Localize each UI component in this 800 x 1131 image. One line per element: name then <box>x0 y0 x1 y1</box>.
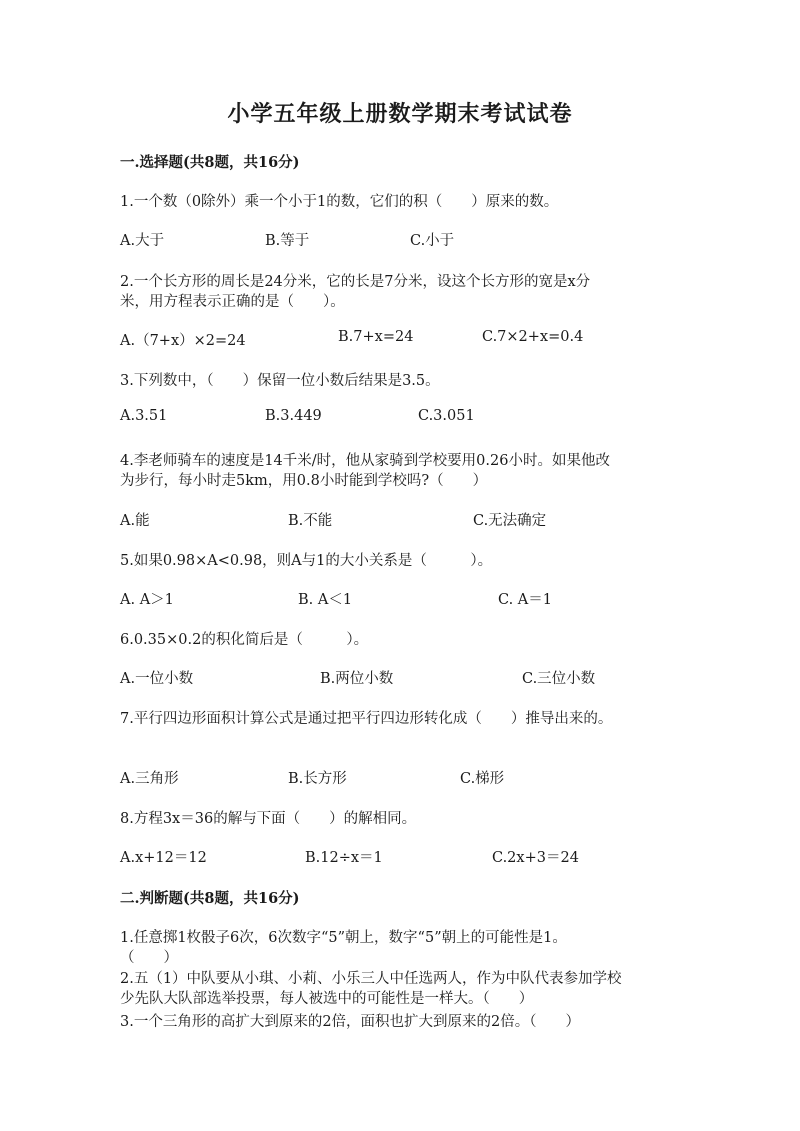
q4-option-a: A.能 <box>120 513 150 529</box>
q8-option-b: B.12÷x＝1 <box>305 850 383 866</box>
q8-option-a: A.x+12＝12 <box>120 850 207 866</box>
q5-option-c: C. A＝1 <box>498 592 552 608</box>
q3-option-a: A.3.51 <box>120 408 168 424</box>
q3-option-c: C.3.051 <box>418 408 475 424</box>
question-5: 5.如果0.98×A<0.98，则A与1的大小关系是（ ）。 <box>120 553 493 569</box>
question-6: 6.0.35×0.2的积化简后是（ ）。 <box>120 632 369 648</box>
judgement-2: 2.五（1）中队要从小琪、小莉、小乐三人中任选两人，作为中队代表参加学校 <box>120 971 622 987</box>
q6-option-a: A.一位小数 <box>120 671 194 687</box>
q3-option-b: B.3.449 <box>265 408 322 424</box>
question-4: 4.李老师骑车的速度是14千米/时，他从家骑到学校要用0.26小时。如果他改 <box>120 453 610 469</box>
q2-option-c: C.7×2+x=0.4 <box>482 329 584 345</box>
q7-option-c: C.梯形 <box>460 771 505 787</box>
question-2-cont: 米，用方程表示正确的是（ ）。 <box>120 294 345 310</box>
q5-option-a: A. A＞1 <box>120 592 174 608</box>
q1-option-a: A.大于 <box>120 233 165 249</box>
q4-option-c: C.无法确定 <box>473 513 547 529</box>
q7-option-a: A.三角形 <box>120 771 179 787</box>
question-7: 7.平行四边形面积计算公式是通过把平行四边形转化成（ ）推导出来的。 <box>120 711 613 727</box>
question-1: 1.一个数（0除外）乘一个小于1的数，它们的积（ ）原来的数。 <box>120 194 559 210</box>
q6-option-b: B.两位小数 <box>320 671 394 687</box>
q6-option-c: C.三位小数 <box>522 671 596 687</box>
judgement-1: 1.任意掷1枚骰子6次，6次数字“5”朝上，数字“5”朝上的可能性是1。 <box>120 930 567 946</box>
q7-option-b: B.长方形 <box>288 771 347 787</box>
section-heading-choice: 一.选择题(共8题，共16分) <box>120 154 300 171</box>
question-2: 2.一个长方形的周长是24分米，它的长是7分米，设这个长方形的宽是x分 <box>120 274 591 290</box>
judgement-1-cont: （ ） <box>120 950 178 966</box>
page-title: 小学五年级上册数学期末考试试卷 <box>227 101 573 127</box>
question-4-cont: 为步行，每小时走5km，用0.8小时能到学校吗?（ ） <box>120 473 488 489</box>
q5-option-b: B. A＜1 <box>298 592 353 608</box>
q1-option-b: B.等于 <box>265 233 310 249</box>
q1-option-c: C.小于 <box>410 233 455 249</box>
q8-option-c: C.2x+3＝24 <box>492 850 579 866</box>
judgement-3: 3.一个三角形的高扩大到原来的2倍，面积也扩大到原来的2倍。（ ） <box>120 1014 581 1030</box>
question-8: 8.方程3x＝36的解与下面（ ）的解相同。 <box>120 811 417 827</box>
q2-option-b: B.7+x=24 <box>338 329 414 345</box>
q2-option-a: A.（7+x）×2=24 <box>120 333 246 349</box>
section-heading-judgement: 二.判断题(共8题，共16分) <box>120 890 300 907</box>
judgement-2-cont: 少先队大队部选举投票，每人被选中的可能性是一样大。（ ） <box>120 991 534 1007</box>
question-3: 3.下列数中，（ ）保留一位小数后结果是3.5。 <box>120 373 440 389</box>
q4-option-b: B.不能 <box>288 513 333 529</box>
